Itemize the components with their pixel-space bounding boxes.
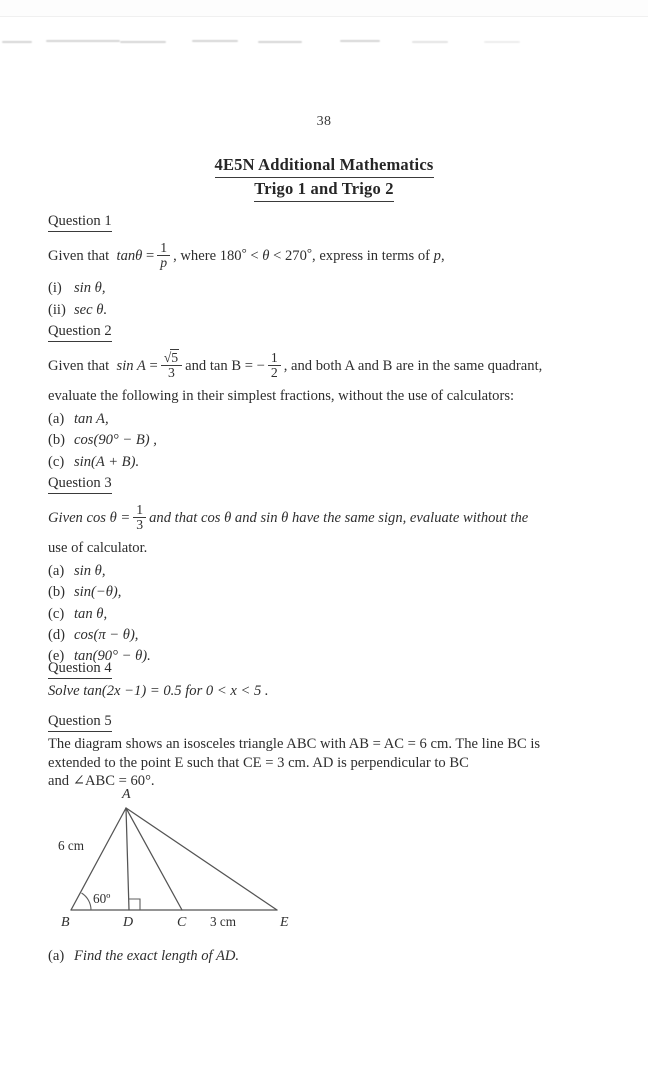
q2-sqrt-radicand: 5 — [171, 349, 179, 365]
q2-item-0-label: (a) — [48, 410, 65, 427]
question-3-prompt — [48, 503, 608, 532]
list-item — [48, 582, 608, 603]
q2-minus: − — [256, 357, 265, 374]
q1-frac-denominator: p — [160, 254, 168, 270]
page-number: 38 — [316, 114, 332, 129]
q1-item-0-text: sin θ, — [74, 280, 106, 297]
q2-item-1-text: cos(90° − B) , — [74, 432, 157, 449]
part-a-label: (a) — [48, 948, 65, 964]
q3-item-4-label: (e) — [48, 648, 65, 665]
triangle-diagram — [30, 778, 330, 928]
question-1-block — [48, 212, 608, 321]
diagram-label-c: C — [177, 915, 187, 930]
q2-sin-a: sin A — [116, 357, 146, 374]
q1-range-right: 270 — [285, 247, 307, 264]
q1-lead: Given that — [48, 247, 110, 264]
question-5-line-2: extended to the point E such that CE = 3 cm. AD is perpendicular to BC — [48, 754, 469, 771]
diagram-segment-ae — [126, 808, 277, 910]
question-5-line-1: The diagram shows an isosceles triangle ABC with AB = AC = 6 cm. The line BC is — [48, 735, 541, 752]
diagram-label-a: A — [122, 787, 131, 802]
q3-item-1-text: sin(−θ), — [74, 584, 122, 601]
q2-tail: , and both A and B are in the same quadrant, — [283, 357, 543, 374]
question-1-heading: Question 1 — [48, 212, 112, 232]
q2-frac-denominator: 3 — [168, 364, 175, 380]
q2-sqrt-sign: √ — [163, 349, 172, 365]
q2-frac2-denominator: 2 — [270, 364, 278, 380]
question-4-text: Solve tan(2x −1) = 0.5 for 0 < x < 5 . — [48, 682, 269, 699]
diagram-label-d: D — [123, 915, 134, 930]
q3-item-0-label: (a) — [48, 562, 65, 579]
diagram-label-angle-60: 60º — [93, 891, 111, 906]
question-3-block — [48, 474, 608, 667]
q1-tan: tan — [116, 247, 136, 264]
question-2-subitems — [48, 409, 608, 473]
diagram-label-3cm: 3 cm — [210, 914, 237, 929]
q1-theta-2: θ — [262, 247, 270, 264]
question-2-block — [48, 322, 608, 473]
q3-lead: Given cos θ = — [48, 509, 131, 526]
list-item — [48, 278, 608, 299]
q3-fraction — [133, 503, 146, 532]
q1-range-left: 180 — [219, 247, 242, 264]
diagram-label-6cm: 6 cm — [58, 838, 85, 853]
q3-item-2-text: tan θ, — [74, 605, 108, 622]
q2-item-2-text: sin(A + B). — [74, 453, 140, 470]
right-angle-icon — [129, 899, 140, 910]
question-5-heading: Question 5 — [48, 712, 112, 732]
sqrt-icon — [164, 350, 179, 365]
question-5-line-3: and ∠ABC = 60°. — [48, 773, 155, 790]
list-item — [48, 452, 608, 473]
list-item — [48, 561, 608, 582]
q3-item-1-label: (b) — [48, 584, 66, 601]
q3-frac-denominator: 3 — [136, 516, 144, 532]
question-3-line-2: use of calculator. — [48, 540, 148, 557]
diagram-label-b: B — [61, 915, 70, 930]
question-1-subitems — [48, 278, 608, 321]
diagram-label-e: E — [280, 915, 289, 930]
question-2-heading: Question 2 — [48, 322, 112, 342]
q1-tail: , express in terms of — [312, 247, 430, 264]
list-item — [48, 430, 608, 451]
q2-item-2-label: (c) — [48, 453, 65, 470]
document-title — [0, 154, 648, 202]
q3-item-0-text: sin θ, — [74, 562, 106, 579]
q1-fraction — [157, 241, 170, 270]
q1-item-0-label: (i) — [48, 280, 62, 297]
q1-item-1-label: (ii) — [48, 301, 66, 318]
diagram-angle-arc-60 — [82, 893, 92, 910]
list-item — [48, 625, 608, 646]
q1-comma: , — [440, 247, 445, 264]
q3-item-2-label: (c) — [48, 605, 65, 622]
question-4-heading: Question 4 — [48, 659, 112, 679]
list-item — [48, 604, 608, 625]
q1-deg-right: ° — [306, 245, 313, 260]
q3-mid: and that cos θ and sin θ have the same sign, evaluate without the — [149, 509, 529, 526]
q2-fraction-1 — [161, 351, 182, 380]
question-3-subitems — [48, 561, 608, 667]
q1-where: , where — [173, 247, 220, 264]
q3-frac-numerator: 1 — [133, 503, 146, 518]
q2-mid: and tan B = — [185, 357, 253, 374]
q1-item-1-text: sec θ. — [74, 301, 108, 318]
question-4-block — [48, 659, 608, 701]
q3-item-4-text: tan(90° − θ). — [74, 648, 151, 665]
q1-variable-p: p — [433, 247, 441, 264]
question-1-prompt — [48, 241, 608, 271]
scan-streak-artifacts — [0, 38, 648, 48]
q2-lead: Given that — [48, 357, 110, 374]
scan-top-band — [0, 0, 648, 17]
diagram-segment-ad — [126, 808, 129, 910]
q1-theta: θ — [135, 247, 143, 264]
q1-lt-1: < — [250, 247, 259, 264]
diagram-segment-ac — [126, 808, 182, 910]
q1-frac-numerator: 1 — [157, 241, 170, 256]
list-item — [48, 300, 608, 321]
title-line-1: 4E5N Additional Mathematics — [215, 154, 434, 178]
q3-item-3-label: (d) — [48, 626, 66, 643]
title-line-2: Trigo 1 and Trigo 2 — [254, 178, 393, 202]
q2-item-0-text: tan A, — [74, 410, 109, 427]
part-a-text: Find the exact length of AD. — [74, 948, 240, 964]
question-3-heading: Question 3 — [48, 474, 112, 494]
q1-equals: = — [146, 247, 155, 264]
q2-item-1-label: (b) — [48, 432, 66, 449]
q2-frac-numerator — [161, 351, 182, 366]
q2-equals: = — [149, 357, 158, 374]
list-item — [48, 409, 608, 430]
q2-fraction-2 — [268, 351, 281, 380]
q2-frac2-numerator: 1 — [268, 351, 281, 366]
q3-item-3-text: cos(π − θ), — [74, 626, 139, 643]
q1-deg-left: ° — [241, 245, 247, 260]
question-2-prompt — [48, 351, 608, 380]
q1-lt-2: < — [273, 247, 282, 264]
question-5-part-a — [48, 947, 608, 966]
question-2-line-2: evaluate the following in their simplest fractions, without the use of calculators: — [48, 388, 515, 405]
